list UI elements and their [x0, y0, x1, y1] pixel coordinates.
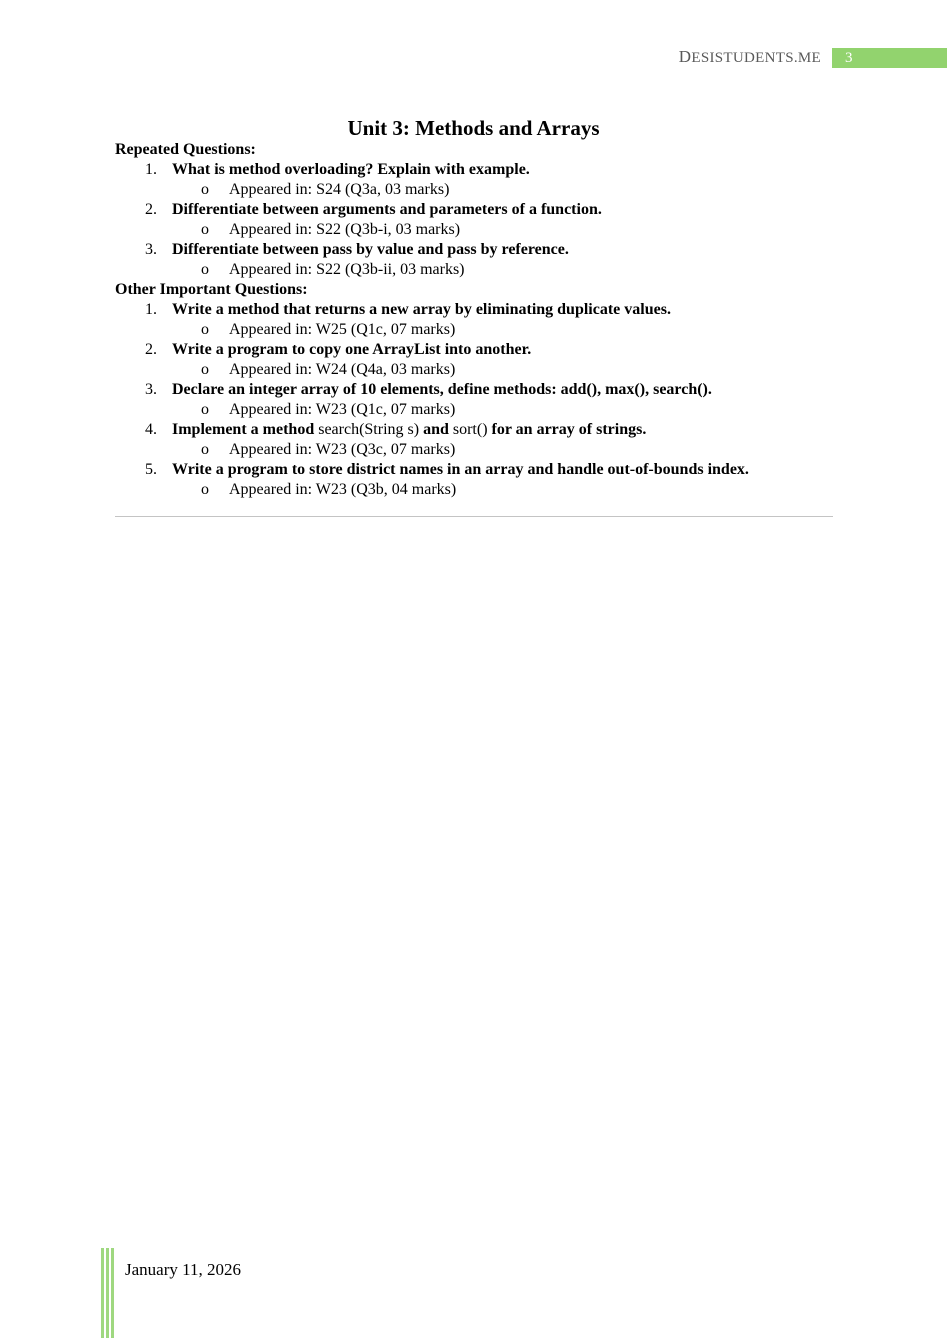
- appeared-in-line: o Appeared in: W25 (Q1c, 07 marks): [201, 321, 456, 338]
- page-number-badge: 3: [832, 48, 947, 68]
- horizontal-divider: [115, 516, 833, 517]
- section-heading-repeated: Repeated Questions:: [115, 141, 256, 158]
- appeared-in-line: o Appeared in: W23 (Q3b, 04 marks): [201, 481, 457, 498]
- appeared-in-line: o Appeared in: W23 (Q1c, 07 marks): [201, 401, 456, 418]
- question-item: 4. Implement a method search(String s) and sort() for an array of strings.: [145, 421, 647, 438]
- question-item: 5. Write a program to store district names in an array and handle out-of-bounds index.: [145, 461, 749, 478]
- question-item: 3. Declare an integer array of 10 elements, define methods: add(), max(), search().: [145, 381, 712, 398]
- question-list: [115, 140, 835, 500]
- footer-date: January 11, 2026: [125, 1260, 241, 1279]
- page-title: Unit 3: Methods and Arrays: [347, 116, 600, 140]
- appeared-in-line: o Appeared in: S24 (Q3a, 03 marks): [201, 181, 450, 198]
- section-heading-other: Other Important Questions:: [115, 281, 308, 298]
- appeared-in-line: o Appeared in: S22 (Q3b-i, 03 marks): [201, 221, 461, 238]
- appeared-in-line: o Appeared in: W24 (Q4a, 03 marks): [201, 361, 456, 378]
- appeared-in-line: o Appeared in: S22 (Q3b-ii, 03 marks): [201, 261, 465, 278]
- footer-accent-bars: [101, 1248, 115, 1338]
- question-item: 3. Differentiate between pass by value and pass by reference.: [145, 241, 569, 258]
- question-item: 1. What is method overloading? Explain with example.: [145, 161, 530, 178]
- appeared-in-line: o Appeared in: W23 (Q3c, 07 marks): [201, 441, 456, 458]
- question-item: 2. Write a program to copy one ArrayList into another.: [145, 341, 532, 358]
- question-item: 1. Write a method that returns a new array by eliminating duplicate values.: [145, 301, 671, 318]
- header-site-name: DESISTUDENTS.ME: [678, 47, 821, 66]
- question-item: 2. Differentiate between arguments and parameters of a function.: [145, 201, 602, 218]
